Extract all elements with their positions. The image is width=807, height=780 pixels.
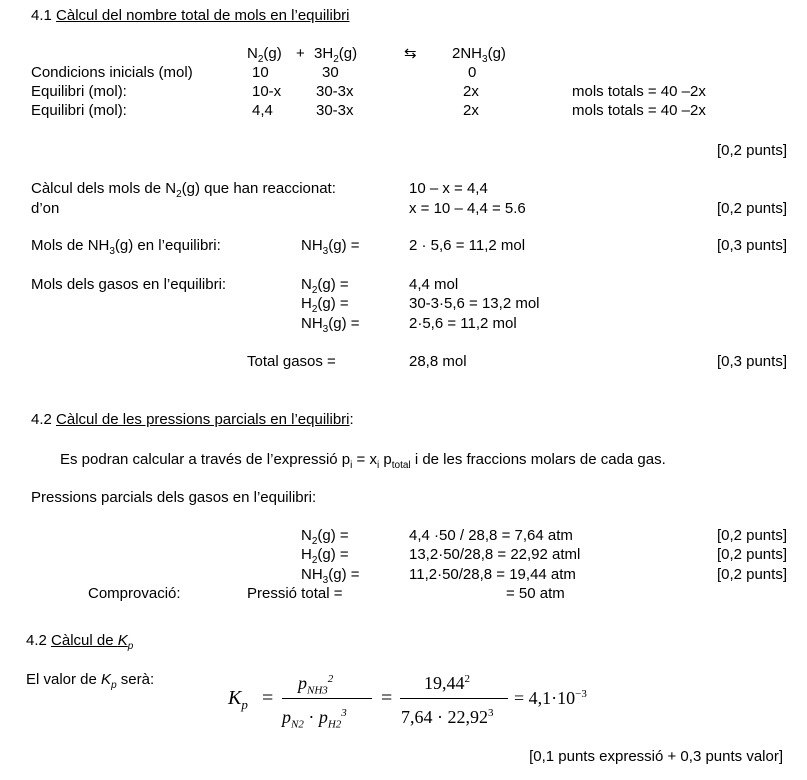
p-n2-value: 4,4 ·50 / 28,8 = 7,64 atm: [409, 527, 573, 544]
calc-value: 10 – x = 4,4: [409, 180, 488, 197]
mols-nh3-label: Mols de $NH_3(g)$ en l’equilibri:: [31, 237, 221, 257]
don-label: d’on: [31, 200, 60, 217]
fraction-bar: [282, 698, 372, 699]
row-label: Equilibri (mol):: [31, 83, 127, 100]
section-title: Càlcul del nombre total de mols en l’equilibri: [56, 7, 350, 24]
parcials-label: Pressions parcials dels gasos en l’equilibri:: [31, 489, 317, 506]
row-h2: 30: [322, 64, 339, 81]
numerator-1: $p_{NH3}^2$: [298, 673, 334, 697]
gas-nh3-value: 2·5,6 = 11,2 mol: [409, 315, 517, 332]
gas-n2-formula: $N_2(g)$ =: [301, 276, 349, 296]
pressio-total-label: Pressió total =: [247, 585, 343, 602]
row-n2: 10: [252, 64, 269, 81]
row-nh3: 2x: [463, 83, 479, 100]
equals-sign: =: [381, 687, 393, 709]
section-title: Càlcul de $K_p$: [51, 632, 134, 652]
reaction-n2: $N_2(g)$: [247, 45, 282, 65]
row-label: Condicions inicials (mol): [31, 64, 193, 81]
p-h2-formula: $H_2(g)$ =: [301, 546, 349, 566]
gas-h2-formula: $H_2(g)$ =: [301, 295, 349, 315]
p-n2-formula: $N_2(g)$ =: [301, 527, 349, 547]
section-number: 4.2: [31, 411, 52, 428]
row-nh3: 2x: [463, 102, 479, 119]
points-badge: [0,3 punts]: [716, 237, 787, 254]
row-n2: 4,4: [252, 102, 273, 119]
comprovacio-label: Comprovació:: [88, 585, 181, 602]
gas-h2-value: 30-3·5,6 = 13,2 mol: [409, 295, 540, 312]
row-nh3: 0: [468, 64, 477, 81]
gas-nh3-formula: $NH_3(g)$ =: [301, 315, 360, 335]
total-gasos-value: 28,8 mol: [409, 353, 467, 370]
row-total: mols totals = 40 –2x: [572, 102, 706, 119]
section-title: Càlcul de les pressions parcials en l’equilibri: [56, 411, 350, 428]
don-value: x = 10 – 4,4 = 5.6: [409, 200, 526, 217]
kp-result: = $4,1\cdot 10^{-3}$: [514, 688, 587, 708]
points-badge: [0,2 punts]: [716, 527, 787, 544]
section-number: 4.2: [26, 632, 47, 649]
equilibrium-arrow-icon: ⇆: [404, 45, 417, 62]
pressio-total-value: = 50 atm: [506, 585, 565, 602]
kp-intro: El valor de $K_p$ serà:: [26, 671, 155, 691]
gas-n2-value: 4,4 mol: [409, 276, 459, 293]
row-h2: 30-3x: [316, 102, 354, 119]
expression-sentence: Es podran calcular a través de l’expressió $p_i = x_i$ $p_{total}$ i de les fraccions molars de cada gas.: [60, 451, 666, 471]
points-badge: [0,1 punts expressió + 0,3 punts valor]: [529, 748, 783, 765]
points-badge: [0,2 punts]: [716, 566, 787, 583]
row-total: mols totals = 40 –2x: [572, 83, 706, 100]
p-h2-value: 13,2·50/28,8 = 22,92 atml: [409, 546, 581, 563]
mols-nh3-value: 2 · 5,6 = 11,2 mol: [409, 237, 526, 254]
denominator-2: $7,64 \cdot 22,92^3$: [401, 707, 494, 727]
row-label: Equilibri (mol):: [31, 102, 127, 119]
denominator-1: $p_{N2} \cdot p_{H2}^3$: [282, 707, 347, 731]
points-badge: [0,2 punts]: [716, 546, 787, 563]
points-badge: [0,3 punts]: [716, 353, 787, 370]
mols-nh3-formula: $NH_3(g)$ =: [301, 237, 360, 257]
points-badge: [0,2 punts]: [716, 142, 787, 159]
fraction-bar: [400, 698, 508, 699]
numerator-2: 19,44$^2$: [424, 673, 470, 693]
section-4-2-heading: 4.2 Càlcul de les pressions parcials en l’equilibri:: [31, 411, 354, 428]
section-number: 4.1: [31, 7, 52, 24]
calc-label: Càlcul dels mols de $N_2(g)$ que han reaccionat:: [31, 180, 336, 200]
row-h2: 30-3x: [316, 83, 354, 100]
reaction-nh3: $2NH_3(g)$: [452, 45, 506, 65]
p-nh3-formula: $NH_3(g)$ =: [301, 566, 360, 586]
p-nh3-value: 11,2·50/28,8 = 19,44 atm: [409, 566, 576, 583]
row-n2: 10-x: [252, 83, 282, 100]
reaction-h2: $3H_2(g)$: [314, 45, 358, 65]
total-gasos-label: Total gasos =: [247, 353, 336, 370]
reaction-plus: +: [296, 45, 305, 62]
points-badge: [0,2 punts]: [716, 200, 787, 217]
gasos-label: Mols dels gasos en l’equilibri:: [31, 276, 227, 293]
equals-sign: =: [262, 687, 274, 709]
kp-symbol: $K_p$: [228, 687, 248, 712]
